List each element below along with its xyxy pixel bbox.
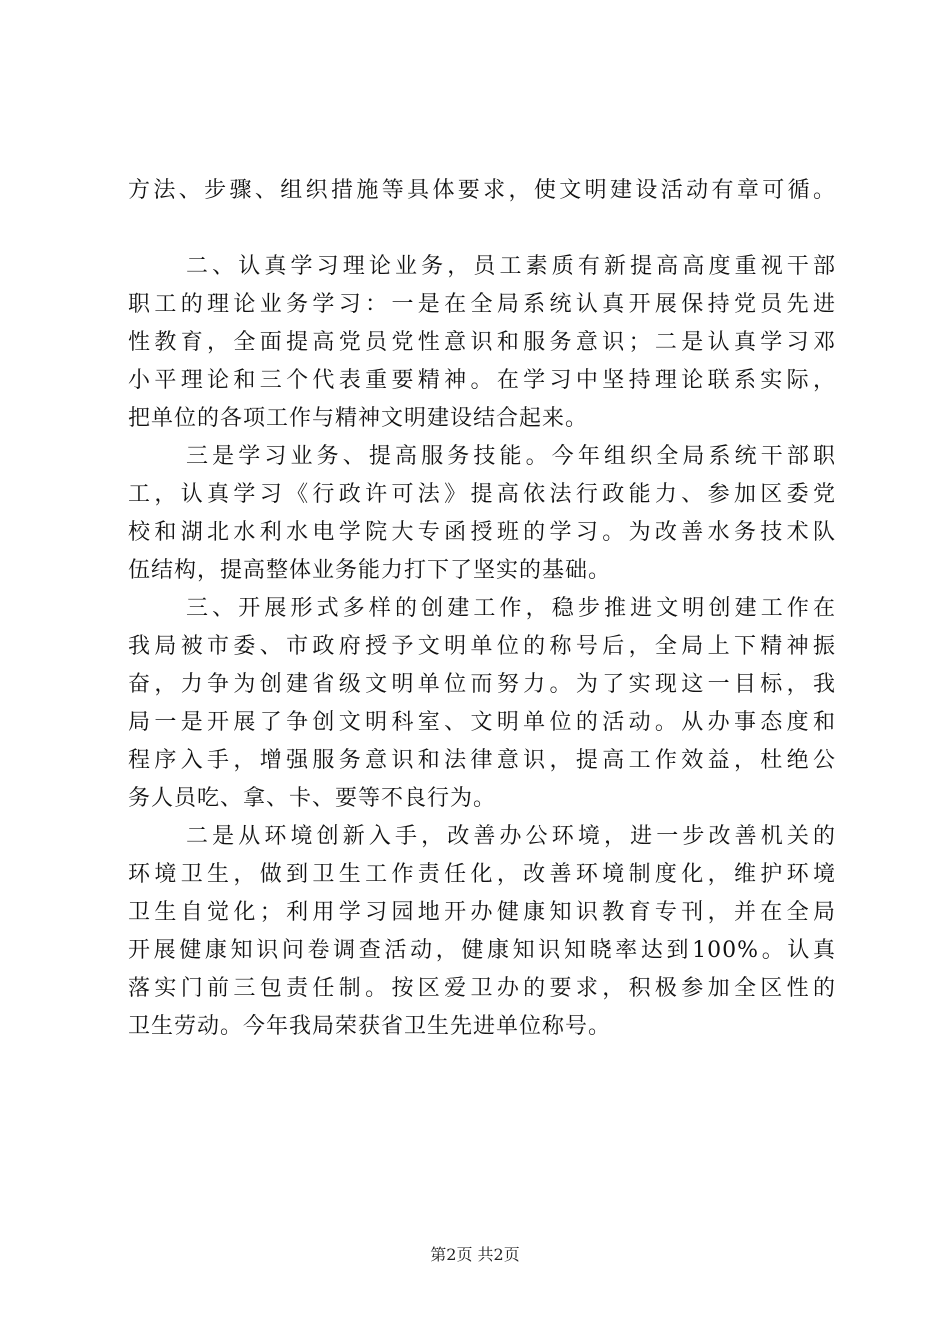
text-line: 奋，力争为创建省级文明单位而努力。为了实现这一目标，我 [128, 672, 836, 697]
text-line: 环境卫生，做到卫生工作责任化，改善环境制度化，维护环境 [128, 862, 836, 887]
text-line: 二、认真学习理论业务，员工素质有新提高高度重视干部 [186, 254, 836, 279]
text-line: 校和湖北水利水电学院大专函授班的学习。为改善水务技术队 [128, 520, 836, 545]
text-line: 开展健康知识问卷调查活动，健康知识知晓率达到100%。认真 [128, 938, 836, 963]
text-line: 三是学习业务、提高服务技能。今年组织全局系统干部职 [186, 444, 836, 469]
text-line: 把单位的各项工作与精神文明建设结合起来。 [128, 406, 589, 431]
paragraph-gap [128, 210, 836, 248]
text-line: 我局被市委、市政府授予文明单位的称号后，全局上下精神振 [128, 634, 836, 659]
text-line: 职工的理论业务学习：一是在全局系统认真开展保持党员先进 [128, 292, 836, 317]
text-line: 落实门前三包责任制。按区爱卫办的要求，积极参加全区性的 [128, 976, 836, 1001]
text-line: 局一是开展了争创文明科室、文明单位的活动。从办事态度和 [128, 710, 836, 735]
text-line: 卫生劳动。今年我局荣获省卫生先进单位称号。 [128, 1014, 612, 1039]
text-line: 程序入手，增强服务意识和法律意识，提高工作效益，杜绝公 [128, 748, 836, 773]
text-line: 卫生自觉化；利用学习园地开办健康知识教育专刊，并在全局 [128, 900, 836, 925]
text-line: 务人员吃、拿、卡、要等不良行为。 [128, 786, 497, 811]
text-line: 三、开展形式多样的创建工作，稳步推进文明创建工作在 [186, 596, 836, 621]
page-number-footer: 第2页 共2页 [430, 1245, 520, 1264]
text-line: 伍结构，提高整体业务能力打下了坚实的基础。 [128, 558, 612, 583]
text-line: 小平理论和三个代表重要精神。在学习中坚持理论联系实际， [128, 368, 836, 393]
text-line: 工，认真学习《行政许可法》提高依法行政能力、参加区委党 [128, 482, 836, 507]
text-line: 二是从环境创新入手，改善办公环境，进一步改善机关的 [186, 824, 836, 849]
text-line: 方法、步骤、组织措施等具体要求，使文明建设活动有章可循。 [128, 178, 836, 203]
text-line: 性教育，全面提高党员党性意识和服务意识；二是认真学习邓 [128, 330, 836, 355]
document-body [128, 172, 836, 1046]
